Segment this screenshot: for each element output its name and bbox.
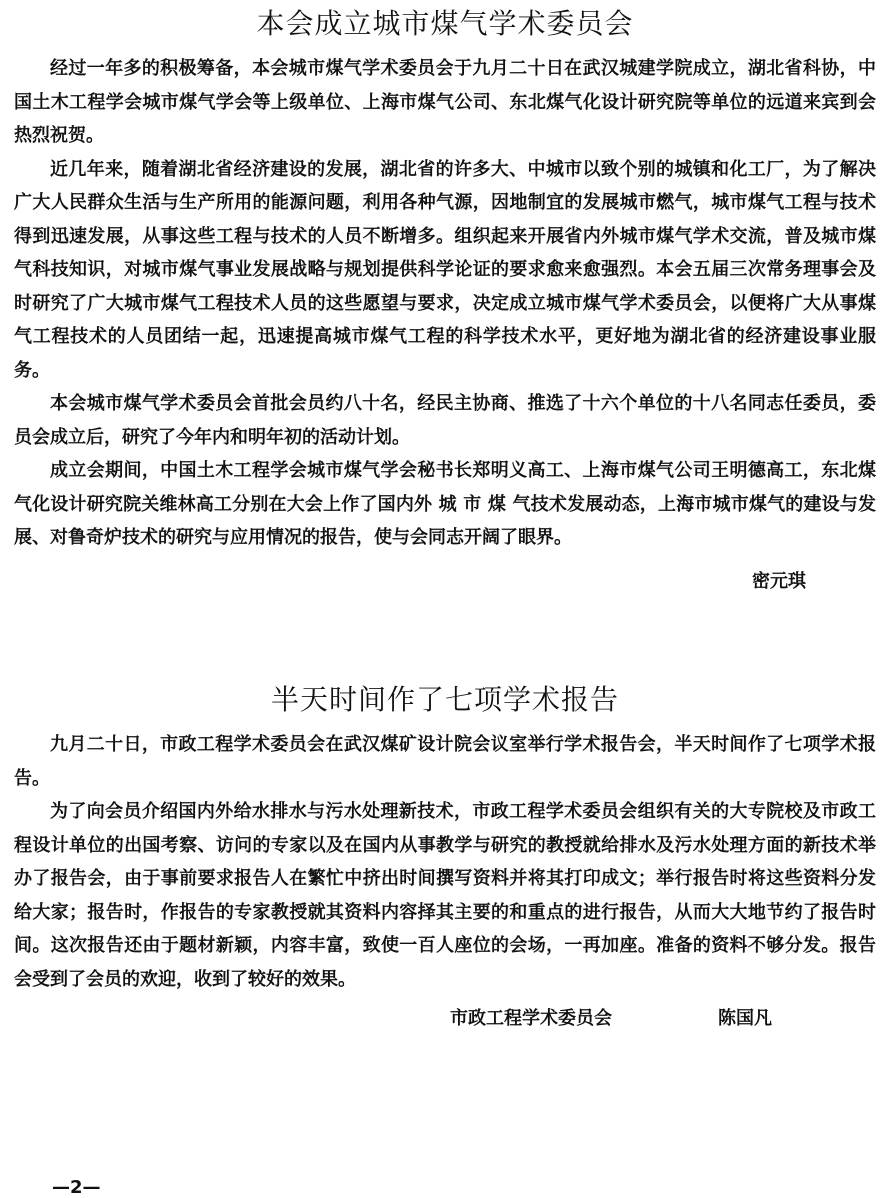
article-paragraph: 经过一年多的积极筹备，本会城市煤气学术委员会于九月二十日在武汉城建学院成立，湖北省科协，中国土木工程学会城市煤气学会等上级单位、上海市煤气公司、东北煤气化设计研究院等单位的远道来宾到会热烈祝贺。 xyxy=(14,58,876,146)
article-academic-reports xyxy=(14,680,876,1035)
article-paragraph: 为了向会员介绍国内外给水排水与污水处理新技术，市政工程学术委员会组织有关的大专院校及市政工程设计单位的出国考察、访问的专家以及在国内从事教学与研究的教授就给排水及污水处理方面的新技术举办了报告会，由于事前要求报告人在繁忙中挤出时间撰写资料并将其打印成文；举行报告时将这些资料分发给大家；报告时，作报告的专家教授就其资料内容择其主要的和重点的进行报告，从而大大地节约了报告时间。这次报告还由于题材新颖，内容丰富，致使一百人座位的会场，一再加座。准备的资料不够分发。报告会受到了会员的欢迎，收到了较好的效果。 xyxy=(14,801,876,990)
article-paragraph: 九月二十日，市政工程学术委员会在武汉煤矿设计院会议室举行学术报告会，半天时间作了七项学术报告。 xyxy=(14,734,876,789)
byline-organization: 市政工程学术委员会 xyxy=(450,1008,612,1029)
author-signature: 密元琪 xyxy=(752,570,806,592)
article-paragraph: 成立会期间，中国土木工程学会城市煤气学会秘书长郑明义高工、上海市煤气公司王明德高工，东北煤气化设计研究院关维林高工分别在大会上作了国内外 城 市 煤 气技术发展动态，上海市城市煤气的建设与发展、对鲁奇炉技术的研究与应用情况的报告，使与会同志开阔了眼界。 xyxy=(14,460,876,548)
article-title: 本会成立城市煤气学术委员会 xyxy=(256,7,634,40)
article-city-gas-committee xyxy=(14,4,876,598)
byline-author: 陈国凡 xyxy=(718,1008,772,1029)
article-title: 半天时间作了七项学术报告 xyxy=(270,683,619,716)
byline xyxy=(14,1002,876,1035)
page-number: —2— xyxy=(52,1177,101,1198)
article-paragraph: 近几年来，随着湖北省经济建设的发展，湖北省的许多大、中城市以致个别的城镇和化工厂，为了解决广大人民群众生活与生产所用的能源问题，利用各种气源，因地制宜的发展城市燃气，城市煤气工程与技术得到迅速发展，从事这些工程与技术的人员不断增多。组织起来开展省内外城市煤气学术交流，普及城市煤气科技知识，对城市煤气事业发展战略与规划提供科学论证的要求愈来愈强烈。本会五届三次常务理事会及时研究了广大城市煤气工程技术人员的这些愿望与要求，决定成立城市煤气学术委员会，以便将广大从事煤气工程技术的人员团结一起，迅速提高城市煤气工程的科学技术水平，更好地为湖北省的经济建设事业服务。 xyxy=(14,158,876,381)
article-paragraph: 本会城市煤气学术委员会首批会员约八十名，经民主协商、推选了十六个单位的十八名同志任委员，委员会成立后，研究了今年内和明年初的活动计划。 xyxy=(14,393,876,448)
